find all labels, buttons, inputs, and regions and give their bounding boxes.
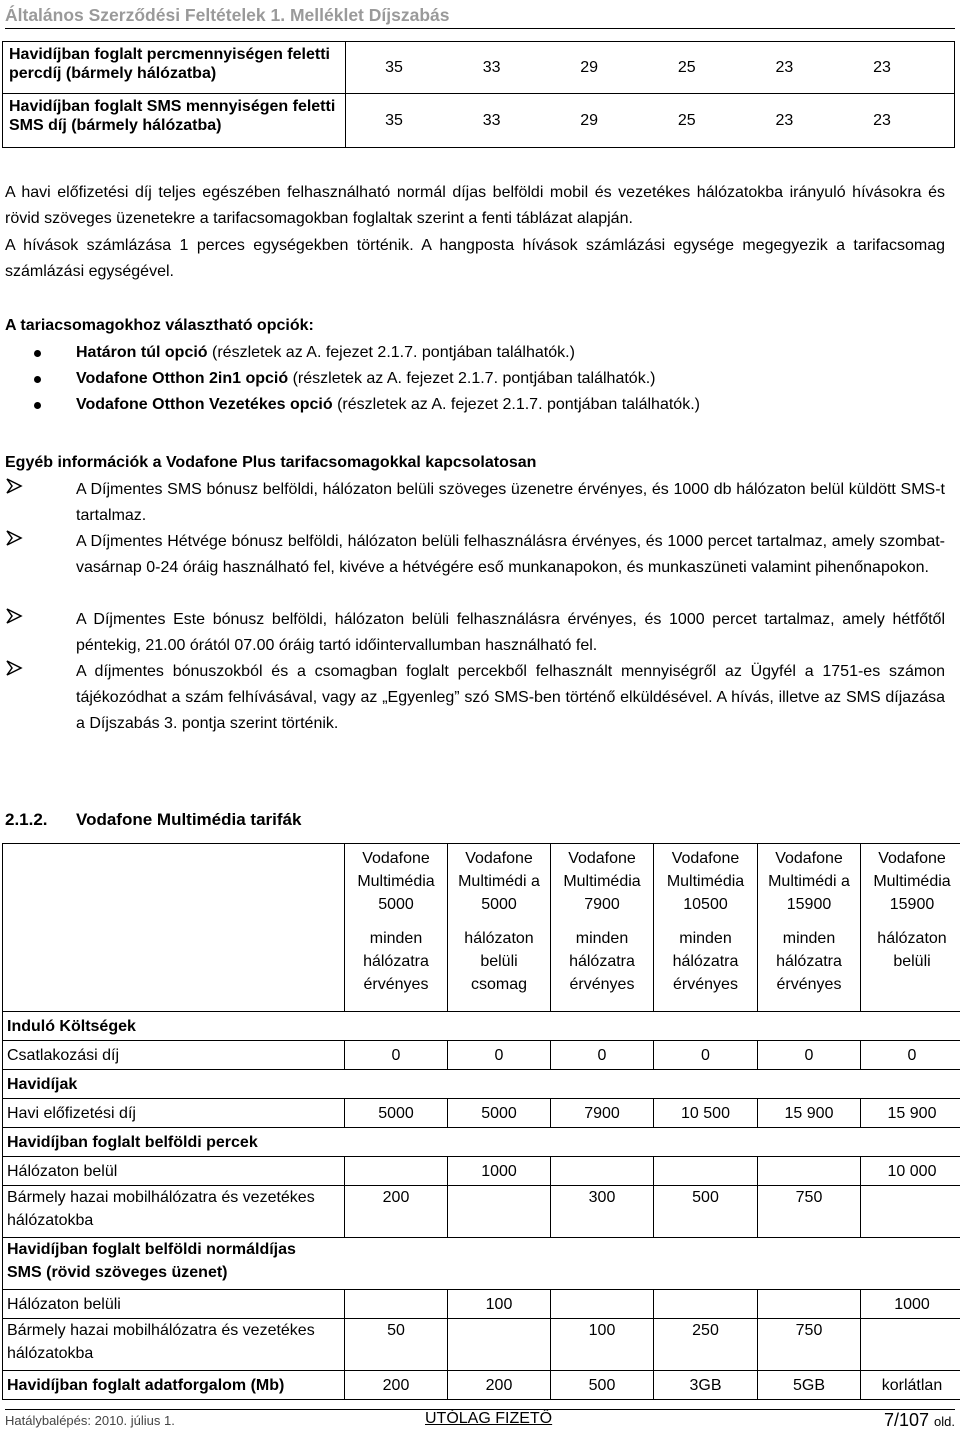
table-row bbox=[3, 94, 955, 148]
column-header: Vodafone Multimédi a 5000 bbox=[448, 844, 551, 920]
header-title: Általános Szerződési Feltételek 1. Melléklet Díjszabás bbox=[5, 5, 450, 25]
column-scope: minden hálózatra érvényes bbox=[345, 919, 448, 1012]
column-header: Vodafone Multimédia 7900 bbox=[551, 844, 654, 920]
page-footer bbox=[5, 1409, 955, 1431]
other-info-list bbox=[5, 477, 945, 737]
page-number: 7/107 old. bbox=[883, 1410, 955, 1430]
list-item: A Díjmentes Este bónusz belföldi, hálózaton belüli felhasználásra érvényes, és 1000 percet tartalmaz, amely hétfőtől péntekig, 21.00 órától 07.00 óráig tartó időintervallumban használható fel. bbox=[5, 607, 945, 659]
cell-value: 25 bbox=[677, 111, 696, 129]
row-label: Havi előfizetési díj bbox=[3, 1099, 345, 1128]
table-row: Csatlakozási díj 0 0 0 0 0 0 bbox=[3, 1041, 960, 1070]
other-info-heading: Egyéb információk a Vodafone Plus tarifacsomagokkal kapcsolatosan bbox=[5, 454, 537, 471]
options-heading: A tariacsomagokhoz választható opciók: bbox=[5, 317, 314, 334]
column-header: Vodafone Multimédia 10500 bbox=[654, 844, 758, 920]
section-number: 2.1.2. bbox=[5, 810, 48, 829]
cell-value: 33 bbox=[482, 58, 501, 76]
arrow-bullet-icon bbox=[5, 477, 27, 503]
paragraph-billing: A hívások számlázása 1 perces egységekben történik. A hangposta hívások számlázási egysége megegyezik a tarifacsomag számlázási egységével. bbox=[5, 237, 945, 280]
table-row bbox=[3, 1128, 960, 1157]
section-title: Vodafone Multimédia tarifák bbox=[76, 810, 302, 829]
column-scope: hálózaton belüli bbox=[861, 919, 960, 1012]
column-header: Vodafone Multimédi a 15900 bbox=[758, 844, 861, 920]
column-header: Vodafone Multimédia 15900 bbox=[861, 844, 960, 920]
section-label: Induló Költségek bbox=[3, 1012, 960, 1041]
row-label: Hálózaton belüli bbox=[3, 1290, 345, 1319]
table-header-row bbox=[3, 844, 960, 920]
overage-fee-table bbox=[2, 41, 955, 148]
arrow-bullet-icon bbox=[5, 529, 27, 555]
cell-value: 23 bbox=[873, 58, 891, 76]
effective-date: Hatálybalépés: 2010. július 1. bbox=[5, 1413, 175, 1428]
list-item: A Díjmentes SMS bónusz belföldi, hálózaton belüli szöveges üzenetre érvényes, és 1000 db hálózaton belül küldött SMS-t tartalmaz. bbox=[5, 477, 945, 529]
option-detail: (részletek az A. fejezet 2.1.7. pontjában találhatók.) bbox=[332, 396, 700, 413]
table-row bbox=[3, 42, 955, 94]
cell-value: 25 bbox=[677, 58, 696, 76]
table-row: Havidíjban foglalt adatforgalom (Mb) 200 200 500 3GB 5GB korlátlan bbox=[3, 1371, 960, 1400]
table-row: Hálózaton belül 1000 10 000 bbox=[3, 1157, 960, 1186]
row-label: Hálózaton belül bbox=[3, 1157, 345, 1186]
option-name: Vodafone Otthon Vezetékes opció bbox=[76, 396, 333, 413]
cell-value: 35 bbox=[385, 111, 403, 129]
table-row: Hálózaton belüli 100 1000 bbox=[3, 1290, 960, 1319]
section-heading bbox=[5, 807, 945, 833]
options-list bbox=[5, 340, 945, 418]
cell-value: 35 bbox=[385, 58, 403, 76]
table-row: Bármely hazai mobilhálózatra és vezetékes hálózatokba 50 100 250 750 bbox=[3, 1319, 960, 1371]
cell-value: 23 bbox=[873, 111, 891, 129]
row-label: Havidíjban foglalt percmennyiségen feletti percdíj (bármely hálózatba) bbox=[3, 42, 346, 94]
bullet-icon bbox=[34, 376, 41, 383]
cell-value: 29 bbox=[580, 111, 599, 129]
cell-value: 23 bbox=[775, 111, 794, 129]
list-item bbox=[5, 392, 945, 418]
option-name: Vodafone Otthon 2in1 opció bbox=[76, 370, 289, 387]
table-row bbox=[3, 1070, 960, 1099]
arrow-bullet-icon bbox=[5, 659, 27, 685]
table-row bbox=[3, 1238, 960, 1290]
list-item bbox=[5, 340, 945, 366]
option-detail: (részletek az A. fejezet 2.1.7. pontjában találhatók.) bbox=[207, 344, 575, 361]
column-scope: minden hálózatra érvényes bbox=[551, 919, 654, 1012]
row-label: Bármely hazai mobilhálózatra és vezetékes hálózatokba bbox=[3, 1186, 345, 1238]
arrow-bullet-icon bbox=[5, 607, 27, 633]
row-label: Havidíjban foglalt SMS mennyiségen feletti SMS díj (bármely hálózatba) bbox=[3, 94, 346, 148]
page-header bbox=[5, 2, 955, 29]
list-item: A díjmentes bónuszokból és a csomagban foglalt percekből felhasznált mennyiségről az Ügyfél a 1751-es számon tájékozódhat a szám felhívásával, vagy az „Egyenleg” szó SMS-ben történő elküldésével. A hívás, illetve az SMS díjazása a Díjszabás 3. pontja szerint történik. bbox=[5, 659, 945, 737]
section-label: Havidíjak bbox=[3, 1070, 960, 1099]
column-scope: minden hálózatra érvényes bbox=[654, 919, 758, 1012]
cell-value: 33 bbox=[482, 111, 501, 129]
section-label: Havidíjban foglalt belföldi normáldíjas SMS (rövid szöveges üzenet) bbox=[3, 1238, 960, 1290]
option-detail: (részletek az A. fejezet 2.1.7. pontjában találhatók.) bbox=[288, 370, 656, 387]
column-scope: minden hálózatra érvényes bbox=[758, 919, 861, 1012]
list-item bbox=[5, 366, 945, 392]
bullet-icon bbox=[34, 402, 41, 409]
cell-value: 29 bbox=[580, 58, 599, 76]
paragraph-monthly-fee: A havi előfizetési díj teljes egészében felhasználható normál díjas belföldi mobil és vezetékes hálózatokba irányuló hívásokra és rövid szöveges üzenetekre a tarifacsomagokban foglaltak szerint a fenti táblázat alapján. bbox=[5, 184, 945, 227]
plan-type: UTÓLAG FIZETŐ bbox=[425, 1410, 553, 1427]
table-row: Havi előfizetési díj 5000 5000 7900 10 500 15 900 15 900 bbox=[3, 1099, 960, 1128]
row-label: Csatlakozási díj bbox=[3, 1041, 345, 1070]
section-label: Havidíjban foglalt belföldi percek bbox=[3, 1128, 960, 1157]
row-label: Havidíjban foglalt adatforgalom (Mb) bbox=[3, 1371, 345, 1400]
row-label: Bármely hazai mobilhálózatra és vezetékes hálózatokba bbox=[3, 1319, 345, 1371]
bullet-icon bbox=[34, 350, 41, 357]
list-item: A Díjmentes Hétvége bónusz belföldi, hálózaton belüli felhasználásra érvényes, és 1000 percet tartalmaz, amely szombat-vasárnap 0-24 óráig használható fel, kivéve a hétvégére eső munkanapokon, és munkaszüneti valamint pihenőnapokon. bbox=[5, 529, 945, 607]
column-scope: hálózaton belüli csomag bbox=[448, 919, 551, 1012]
column-header: Vodafone Multimédia 5000 bbox=[345, 844, 448, 920]
option-name: Határon túl opció bbox=[76, 344, 208, 361]
table-row bbox=[3, 1012, 960, 1041]
multimedia-tariff-table bbox=[2, 843, 960, 1400]
table-row: Bármely hazai mobilhálózatra és vezetékes hálózatokba 200 300 500 750 bbox=[3, 1186, 960, 1238]
cell-value: 23 bbox=[775, 58, 794, 76]
